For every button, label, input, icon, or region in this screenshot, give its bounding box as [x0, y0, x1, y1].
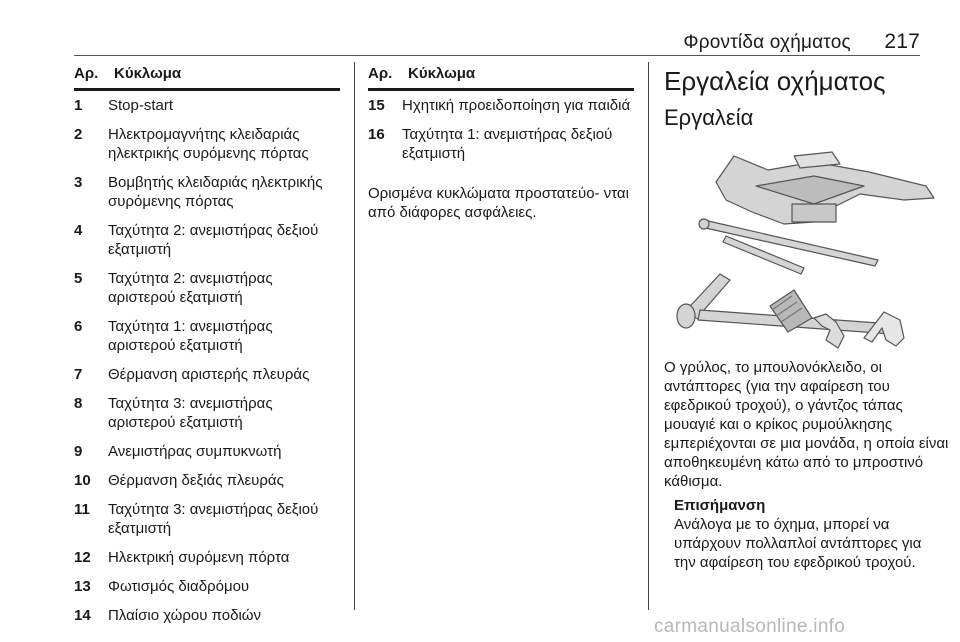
fuse-number: 1: [74, 97, 83, 114]
fuse-note: Ορισμένα κυκλώματα προστατεύο- νται από διάφορες ασφάλειες.: [368, 185, 629, 221]
table-row: [74, 120, 340, 168]
fuse-number: 5: [74, 270, 83, 287]
circuit-name: Ηχητική προειδοποίηση για παιδιά: [402, 97, 631, 114]
circuit-name: Φωτισμός διαδρόμου: [108, 578, 250, 595]
tools-description: Ο γρύλος, το μπουλονόκλειδο, οι αντάπτορες (για την αφαίρεση του εφεδρικού τροχού), ο γάντζος τάπας μουαγιέ και ο κρίκος ρυμούλκησης εμπεριέχονται σε μια μονάδα, η οποία είναι αποθηκευμένη κάτω από το μπροστινό κάθισμα.: [664, 359, 949, 490]
table-row: [74, 495, 340, 543]
fuse-number: 12: [74, 549, 91, 566]
circuit-name: Ταχύτητα 3: ανεμιστήρας δεξιού εξατμιστή: [108, 501, 319, 537]
fuse-number: 6: [74, 318, 83, 335]
table-row: [74, 601, 340, 630]
header-rule: [74, 55, 920, 56]
fuse-number: 16: [368, 126, 385, 143]
fuse-number: 14: [74, 607, 91, 624]
col-header-circuit: Κύκλωμα: [114, 65, 182, 82]
circuit-name: Θέρμανση αριστερής πλευράς: [108, 366, 310, 383]
col-header-number: Αρ.: [368, 65, 393, 82]
circuit-name: Ταχύτητα 1: ανεμιστήρας δεξιού εξατμιστή: [402, 126, 613, 162]
table-row: [74, 572, 340, 601]
page-number: 217: [884, 30, 920, 53]
fuse-number: 15: [368, 97, 385, 114]
tools-drawing: [664, 142, 956, 352]
circuit-name: Stop-start: [108, 97, 174, 114]
circuit-name: Ταχύτητα 2: ανεμιστήρας αριστερού εξατμιστή: [108, 270, 273, 306]
fuse-table-1: [74, 64, 340, 630]
column-divider: [648, 62, 649, 610]
fuse-number: 7: [74, 366, 83, 383]
table-row: [74, 389, 340, 437]
circuit-name: Βομβητής κλειδαριάς ηλεκτρικής συρόμενης πόρτας: [108, 174, 323, 210]
table-row: [74, 543, 340, 572]
fuse-number: 8: [74, 395, 83, 412]
circuit-name: Ταχύτητα 3: ανεμιστήρας αριστερού εξατμιστή: [108, 395, 273, 431]
col-header-number: Αρ.: [74, 65, 99, 82]
fuse-number: 13: [74, 578, 91, 595]
header-title: Φροντίδα οχήματος: [683, 32, 851, 53]
fuse-number: 2: [74, 126, 83, 143]
table-row: [74, 466, 340, 495]
circuit-name: Ταχύτητα 2: ανεμιστήρας δεξιού εξατμιστή: [108, 222, 319, 258]
fuse-number: 9: [74, 443, 83, 460]
table-row: [74, 216, 340, 264]
col-header-circuit: Κύκλωμα: [408, 65, 476, 82]
fuse-table-2: [368, 64, 634, 222]
circuit-name: Πλαίσιο χώρου ποδιών: [108, 607, 262, 624]
column-divider: [354, 62, 355, 610]
table-row: [74, 312, 340, 360]
notice-text: Ανάλογα με το όχημα, μπορεί να υπάρχουν πολλαπλοί αντάπτορες για την αφαίρεση του εφεδρικού τροχού.: [674, 516, 922, 571]
circuit-name: Θέρμανση δεξιάς πλευράς: [108, 472, 284, 489]
table-body: [368, 91, 634, 168]
notice-title: Επισήμανση: [674, 497, 766, 514]
fuse-number: 3: [74, 174, 83, 191]
table-row: [368, 120, 634, 168]
vehicle-tools-illustration: [664, 142, 956, 352]
fuse-number: 10: [74, 472, 91, 489]
table-row: [74, 437, 340, 466]
table-body: [74, 91, 340, 630]
section-title: Εργαλεία οχήματος: [664, 66, 886, 96]
fuse-number: 4: [74, 222, 83, 239]
table-header: [368, 64, 634, 91]
page-header: [683, 30, 920, 54]
table-row: [74, 168, 340, 216]
circuit-name: Ταχύτητα 1: ανεμιστήρας αριστερού εξατμιστή: [108, 318, 273, 354]
table-row: [74, 91, 340, 120]
circuit-name: Ηλεκτρομαγνήτης κλειδαριάς ηλεκτρικής συρόμενης πόρτας: [108, 126, 309, 162]
table-row: [74, 264, 340, 312]
table-row: [74, 360, 340, 389]
table-header: [74, 64, 340, 91]
circuit-name: Ανεμιστήρας συμπυκνωτή: [108, 443, 282, 460]
table-row: [368, 91, 634, 120]
fuse-number: 11: [74, 501, 90, 518]
circuit-name: Ηλεκτρική συρόμενη πόρτα: [108, 549, 290, 566]
watermark: carmanualsonline.info: [654, 616, 846, 637]
subsection-title: Εργαλεία: [664, 105, 754, 130]
notice-box: [674, 496, 944, 572]
